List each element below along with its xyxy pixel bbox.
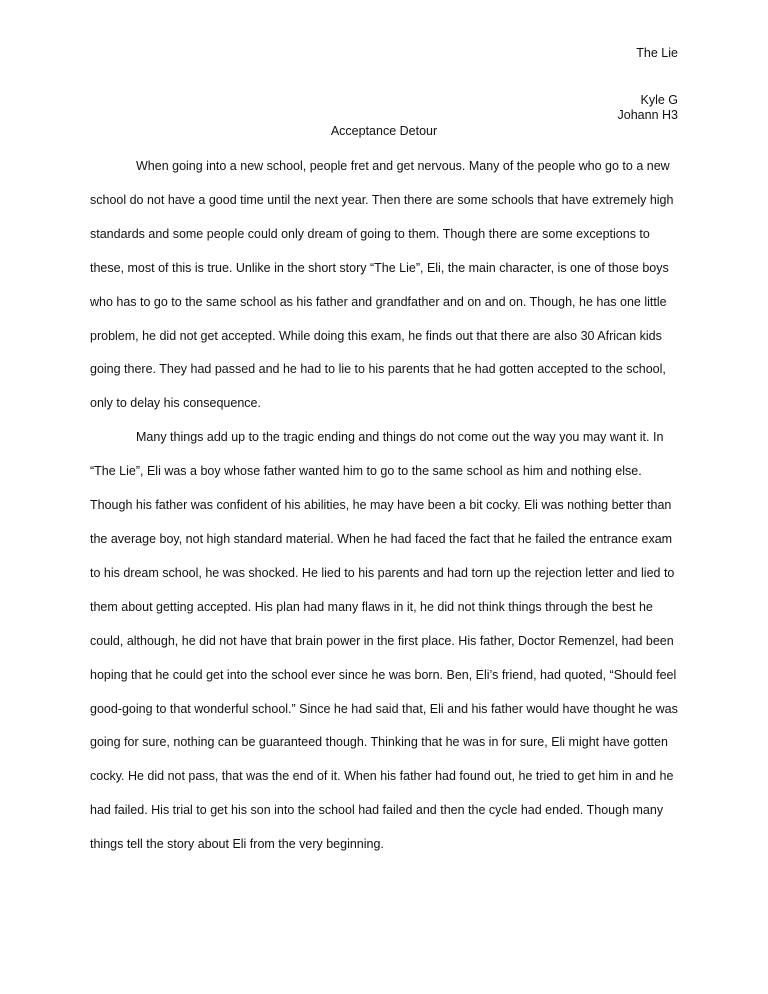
essay-body bbox=[90, 150, 680, 862]
essay-title: Acceptance Detour bbox=[330, 124, 438, 138]
running-head: The Lie bbox=[636, 46, 678, 60]
paragraph-1: When going into a new school, people fret and get nervous. Many of the people who go to a new school do not have a good time until the next year. Then there are some schools that have extremely high standards and some people could only dream of going to them. Though there are some exceptions to these, most of this is true. Unlike in the short story “The Lie”, Eli, the main character, is one of those boys who has to go to the same school as his father and grandfather and on and on. Though, he has one little problem, he did not get accepted. While doing this exam, he finds out that there are also 30 African kids going there. They had passed and he had to lie to his parents that he had gotten accepted to the school, only to delay his consequence. bbox=[90, 159, 674, 411]
course-name: Johann H3 bbox=[617, 108, 678, 122]
author-name: Kyle G bbox=[640, 93, 678, 107]
paragraph-2: Many things add up to the tragic ending and things do not come out the way you may want it. In “The Lie”, Eli was a boy whose father wanted him to go to the same school as him and nothing else. Though his father was confident of his abilities, he may have been a bit cocky. Eli was nothing better than the average boy, not high standard material. When he had faced the fact that he failed the entrance exam to his dream school, he was shocked. He lied to his parents and had torn up the rejection letter and lied to them about getting accepted. His plan had many flaws in it, he did not think things through the best he could, although, he did not have that brain power in the first place. His father, Doctor Remenzel, had been hoping that he could get into the school ever since he was born. Ben, Eli’s friend, had quoted, “Should feel good-going to that wonderful school.” Since he had said that, Eli and his father would have thought he was going for sure, nothing can be guaranteed though. Thinking that he was in for sure, Eli might have gotten cocky. He did not pass, that was the end of it. When his father had found out, he tried to get him in and he had failed. His trial to get his son into the school had failed and then the cycle had ended. Though many things tell the story about Eli from the very beginning. bbox=[90, 430, 678, 852]
